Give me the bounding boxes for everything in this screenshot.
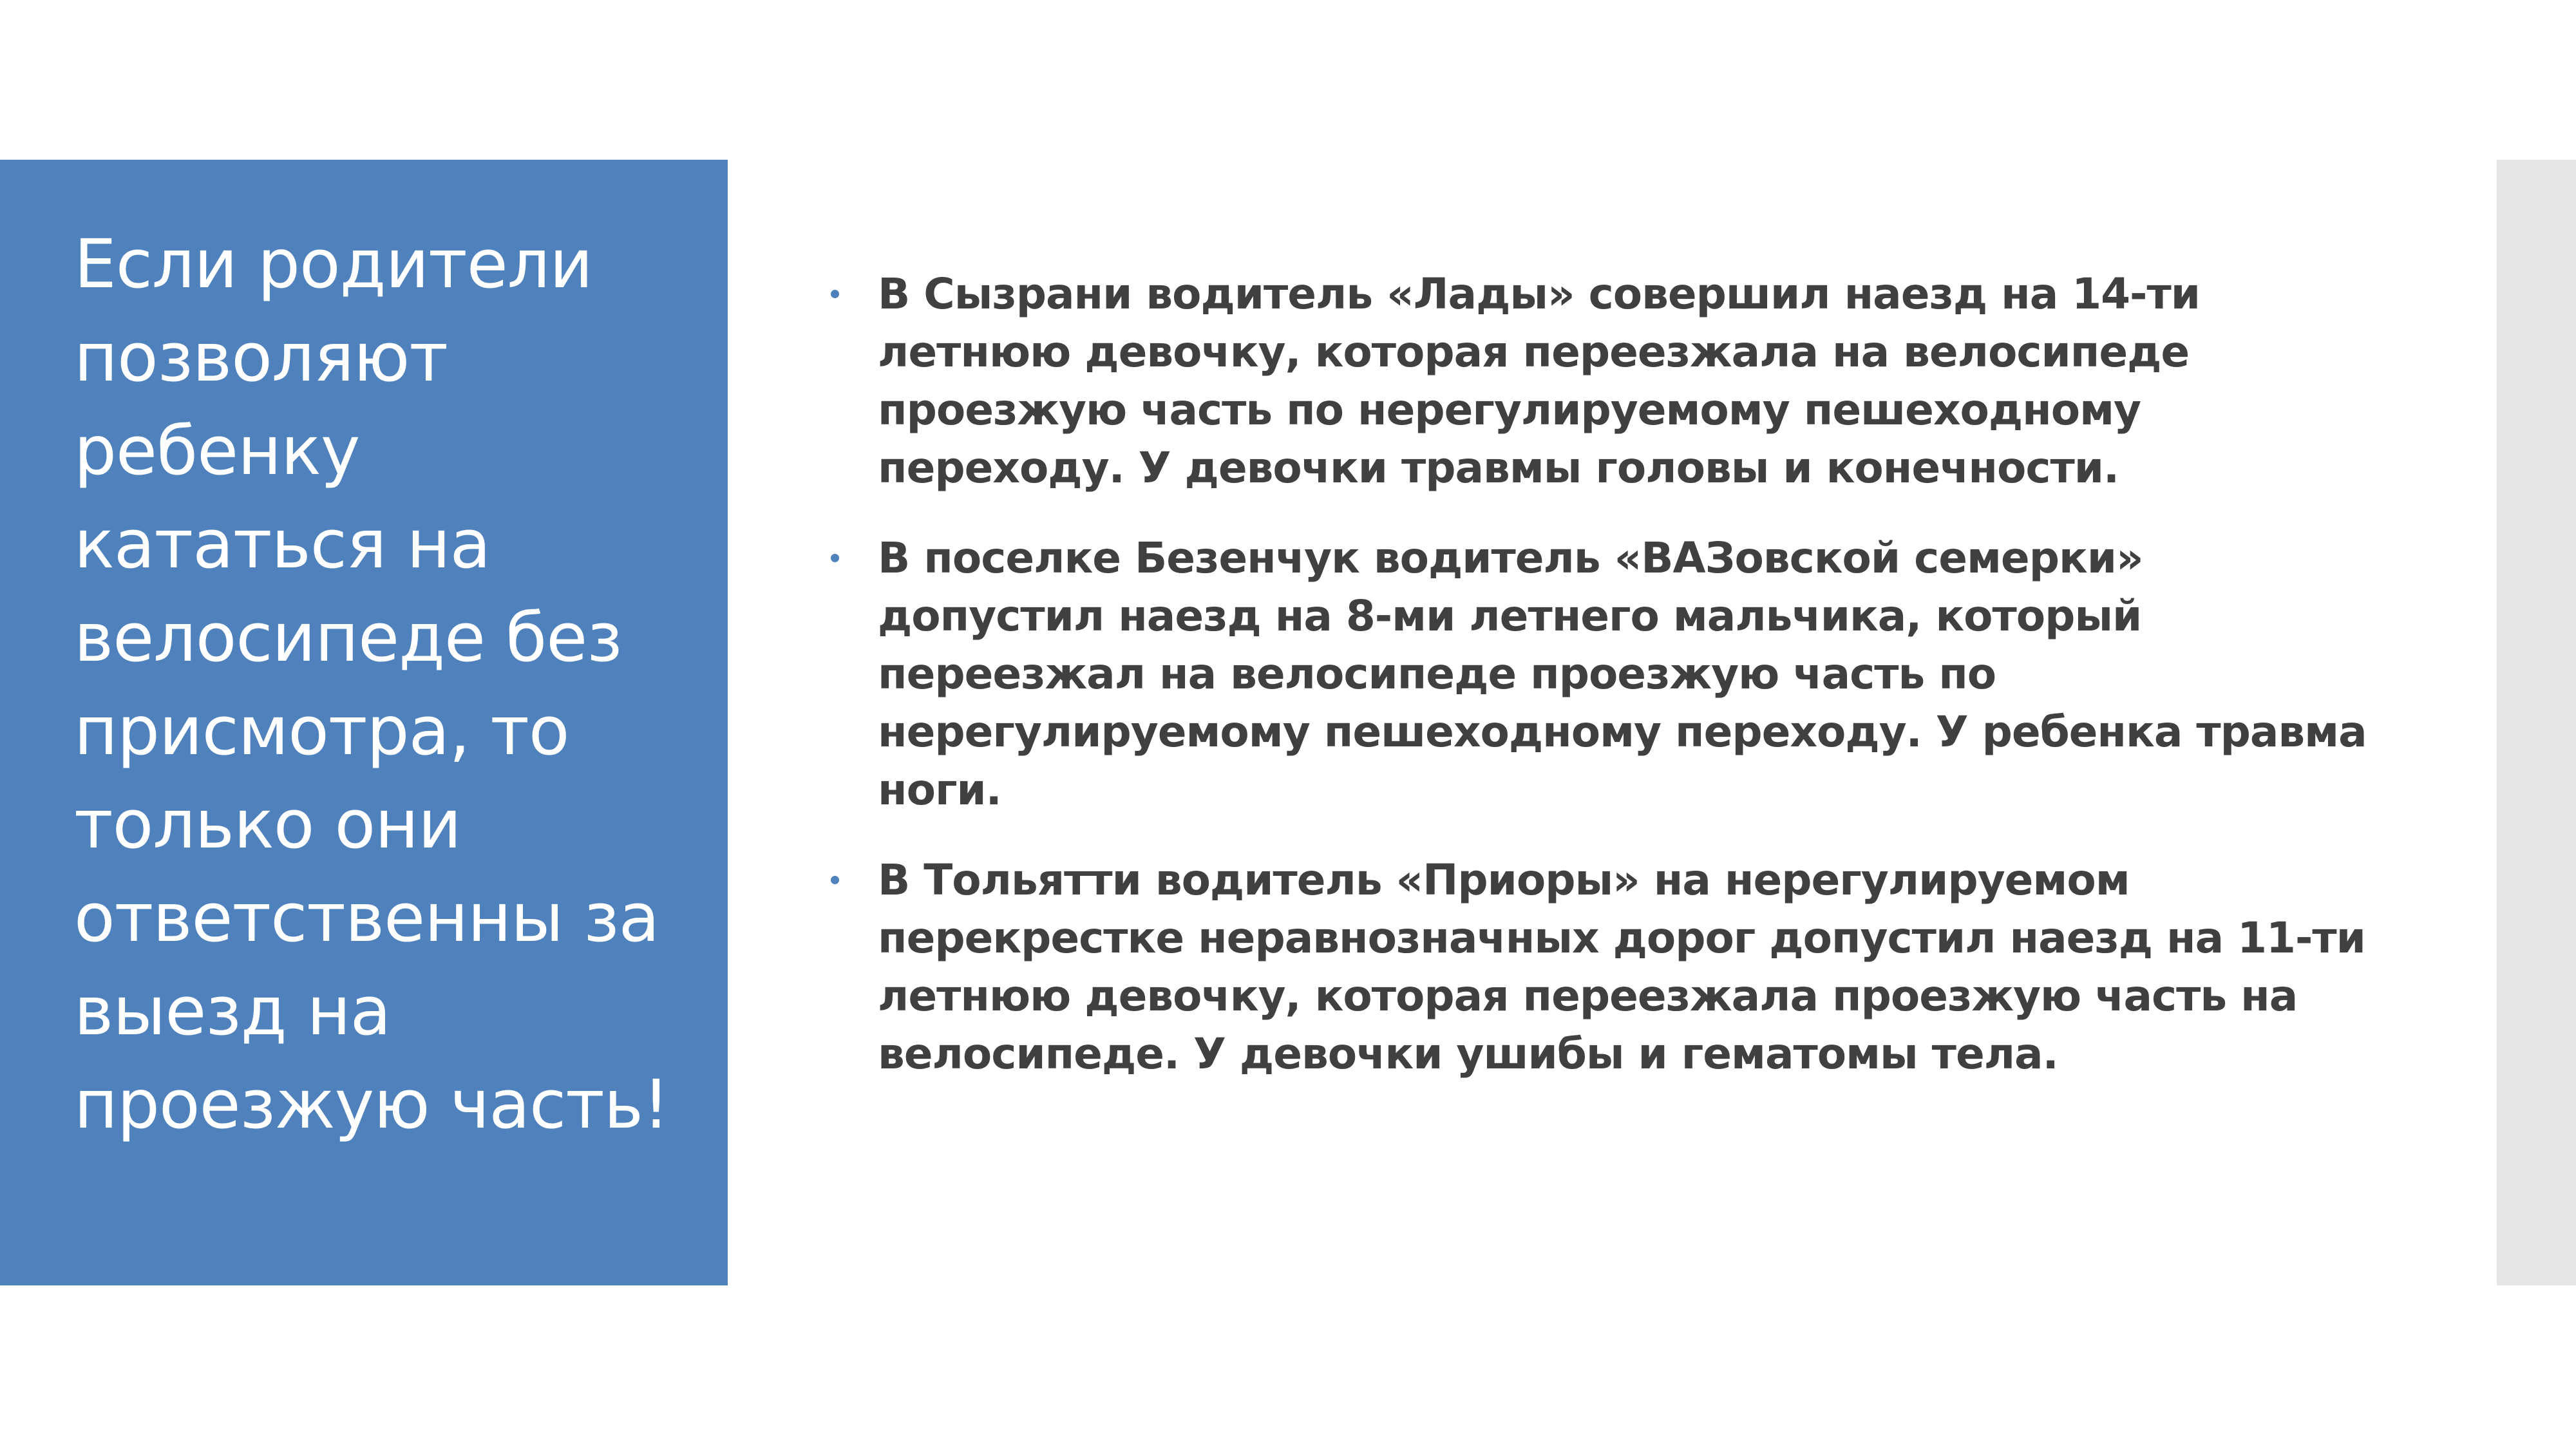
list-item [831, 851, 2376, 1083]
list-item [831, 529, 2376, 819]
side-strip [2497, 160, 2576, 1285]
content-area [831, 265, 2376, 1115]
title-panel [0, 160, 728, 1285]
bullet-text: В поселке Безенчук водитель «ВАЗовской семерки» допустил наезд на 8-ми летнего мальчика, который переезжал на велосипеде проезжую часть по нерегулируемому пешеходному переходу. У ребенка травма ноги. [878, 533, 2367, 815]
bullet-dot-icon [831, 290, 839, 298]
list-item [831, 265, 2376, 497]
bullet-text: В Тольятти водитель «Приоры» на нерегулируемом перекрестке неравнозначных дорог допустил наезд на 11-ти летнюю девочку, которая переезжала проезжую часть на велосипеде. У девочки ушибы и гематомы тела. [878, 855, 2365, 1079]
slide-title: Если родители позволяют ребенку кататься на велосипеде без присмотра, то только они ответственны за выезд на проезжую часть! [74, 225, 669, 1144]
bullet-dot-icon [831, 876, 839, 884]
bullet-text: В Сызрани водитель «Лады» совершил наезд на 14-ти летнюю девочку, которая переезжала на велосипеде проезжую часть по нерегулируемому пешеходному переходу. У девочки травмы головы и конечности. [878, 269, 2200, 493]
bullet-list [831, 265, 2376, 1083]
bullet-dot-icon [831, 554, 839, 562]
